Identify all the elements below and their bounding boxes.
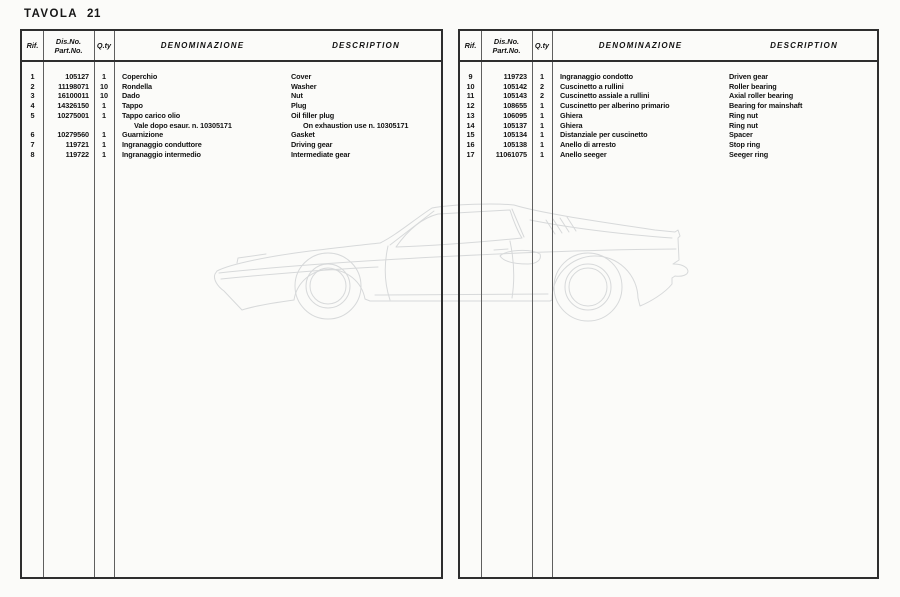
cell-desc: Ring nut xyxy=(729,120,758,130)
page-title xyxy=(24,8,101,20)
cell-den: Rondella xyxy=(122,81,153,91)
cell-part: 105134 xyxy=(503,130,527,140)
cell-den: Ingranaggio conduttore xyxy=(122,140,202,150)
cell-rif: 14 xyxy=(466,120,475,130)
parts-row xyxy=(460,111,877,121)
cell-qty: 1 xyxy=(102,72,106,81)
parts-row xyxy=(22,121,441,131)
parts-table-left xyxy=(20,29,443,579)
cell-qty: 1 xyxy=(540,110,544,120)
cell-desc: Axial roller bearing xyxy=(729,91,794,101)
header-qty: Q.ty xyxy=(96,41,112,50)
parts-row xyxy=(22,111,441,121)
cell-rif: 2 xyxy=(30,81,35,91)
parts-row xyxy=(22,130,441,140)
cell-rif: 7 xyxy=(30,140,35,150)
cell-desc: Driven gear xyxy=(729,72,769,81)
cell-qty: 1 xyxy=(540,72,544,81)
cell-desc: Oil filler plug xyxy=(291,110,335,120)
header-rif: Rif. xyxy=(26,41,39,50)
cell-den: Distanziale per cuscinetto xyxy=(560,130,648,140)
cell-rif xyxy=(22,121,43,131)
page-title-number: 21 xyxy=(86,8,101,20)
cell-den: Anello seeger xyxy=(560,149,607,159)
cell-part: 11061075 xyxy=(495,149,527,159)
cell-den: Tappo xyxy=(122,101,143,111)
cell-desc: Roller bearing xyxy=(729,81,777,91)
cell-part: 10279560 xyxy=(57,130,89,140)
cell-rif: 13 xyxy=(466,110,475,120)
cell-den: Vale dopo esaur. n. 10305171 xyxy=(134,120,232,130)
cell-qty: 1 xyxy=(102,130,106,140)
cell-den: Guarnizione xyxy=(122,130,164,140)
cell-den: Anello di arresto xyxy=(560,140,616,150)
cell-den: Ghiera xyxy=(560,110,583,120)
cell-part: 105138 xyxy=(503,140,527,150)
cell-desc: Bearing for mainshaft xyxy=(729,101,803,111)
header-description: DESCRIPTION xyxy=(332,41,400,50)
cell-part: 105127 xyxy=(65,72,89,81)
cell-qty: 2 xyxy=(540,91,544,101)
cell-den: Cuscinetto a rullini xyxy=(560,81,624,91)
parts-row xyxy=(460,140,877,150)
cell-rif: 6 xyxy=(30,130,35,140)
cell-den: Dado xyxy=(122,91,140,101)
cell-den: Coperchio xyxy=(122,72,158,81)
cell-qty xyxy=(94,121,114,131)
cell-part: 106095 xyxy=(503,110,527,120)
cell-qty: 1 xyxy=(102,101,106,111)
parts-row xyxy=(460,91,877,101)
cell-part: 105137 xyxy=(503,120,527,130)
parts-row xyxy=(22,150,441,160)
cell-desc: Intermediate gear xyxy=(291,149,351,159)
parts-row xyxy=(460,150,877,160)
parts-row xyxy=(22,101,441,111)
cell-part: 14326150 xyxy=(57,101,89,111)
cell-den: Ingranaggio condotto xyxy=(560,72,633,81)
cell-desc: Stop ring xyxy=(729,140,761,150)
cell-qty: 1 xyxy=(540,140,544,150)
cell-qty: 1 xyxy=(540,149,544,159)
cell-rif: 17 xyxy=(466,149,475,159)
cell-qty: 1 xyxy=(540,120,544,130)
cell-desc: Spacer xyxy=(729,130,753,140)
header-partno: Dis.No. Part.No. xyxy=(492,36,521,55)
parts-row xyxy=(22,140,441,150)
parts-row xyxy=(460,130,877,140)
cell-qty: 1 xyxy=(102,149,106,159)
cell-part: 11198071 xyxy=(58,81,89,91)
cell-den: Ingranaggio intermedio xyxy=(122,149,201,159)
page-title-word: TAVOLA xyxy=(24,8,78,20)
header-description: DESCRIPTION xyxy=(770,41,838,50)
cell-desc: Plug xyxy=(291,101,307,111)
cell-qty: 1 xyxy=(540,130,544,140)
cell-part xyxy=(43,121,94,131)
cell-qty: 1 xyxy=(102,140,106,150)
table-header xyxy=(22,31,441,62)
cell-den: Cuscinetto per alberino primario xyxy=(560,101,670,111)
cell-den: Tappo carico olio xyxy=(122,110,181,120)
cell-part: 10275001 xyxy=(57,110,89,120)
cell-desc: Nut xyxy=(291,91,303,101)
cell-part: 105143 xyxy=(503,91,527,101)
cell-desc: On exhaustion use n. 10305171 xyxy=(303,120,409,130)
cell-rif: 8 xyxy=(30,149,35,159)
cell-rif: 16 xyxy=(466,140,475,150)
cell-rif: 5 xyxy=(30,110,35,120)
cell-desc: Ring nut xyxy=(729,110,758,120)
table-rows xyxy=(22,64,441,577)
cell-desc: Driving gear xyxy=(291,140,333,150)
cell-part: 119722 xyxy=(65,149,89,159)
parts-row xyxy=(460,72,877,82)
cell-part: 108655 xyxy=(503,101,527,111)
cell-qty: 10 xyxy=(100,81,108,91)
header-partno: Dis.No. Part.No. xyxy=(54,36,83,55)
cell-rif: 1 xyxy=(30,72,35,81)
parts-row xyxy=(460,121,877,131)
cell-desc: Cover xyxy=(291,72,312,81)
parts-row xyxy=(22,82,441,92)
parts-row xyxy=(460,101,877,111)
cell-part: 105142 xyxy=(503,81,527,91)
cell-qty: 10 xyxy=(100,91,108,101)
parts-row xyxy=(22,72,441,82)
cell-den: Ghiera xyxy=(560,120,583,130)
cell-rif: 10 xyxy=(466,81,475,91)
cell-desc: Seeger ring xyxy=(729,149,769,159)
parts-row xyxy=(22,91,441,101)
cell-rif: 3 xyxy=(30,91,35,101)
cell-part: 119721 xyxy=(65,140,89,150)
cell-qty: 2 xyxy=(540,81,544,91)
cell-rif: 12 xyxy=(466,101,475,111)
header-denominazione: DENOMINAZIONE xyxy=(160,41,245,50)
cell-part: 16100011 xyxy=(57,91,89,101)
cell-qty: 1 xyxy=(102,110,106,120)
table-header xyxy=(460,31,877,62)
parts-row xyxy=(460,82,877,92)
cell-rif: 15 xyxy=(466,130,475,140)
table-rows xyxy=(460,64,877,577)
cell-desc: Washer xyxy=(291,81,317,91)
cell-rif: 11 xyxy=(466,91,475,101)
cell-rif: 9 xyxy=(468,72,473,81)
header-denominazione: DENOMINAZIONE xyxy=(598,41,683,50)
cell-desc: Gasket xyxy=(291,130,315,140)
cell-qty: 1 xyxy=(540,101,544,111)
cell-rif: 4 xyxy=(30,101,35,111)
cell-part: 119723 xyxy=(503,72,527,81)
cell-den: Cuscinetto assiale a rullini xyxy=(560,91,650,101)
parts-table-right xyxy=(458,29,879,579)
header-rif: Rif. xyxy=(464,41,477,50)
header-qty: Q.ty xyxy=(534,41,550,50)
